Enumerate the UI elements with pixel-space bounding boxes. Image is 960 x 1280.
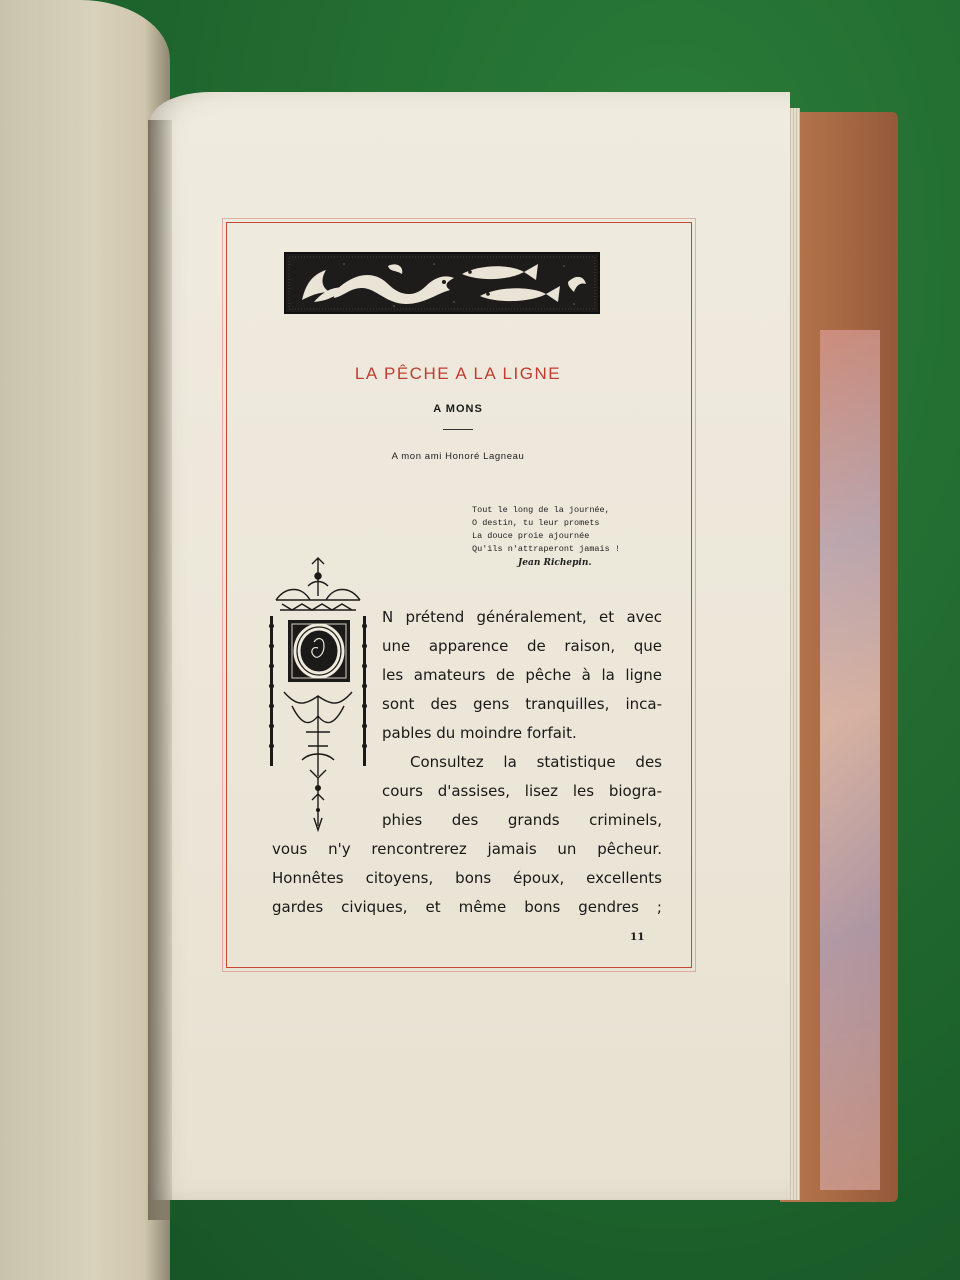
left-facing-page [0,0,170,1280]
epigraph-line: Qu'ils n'attraperont jamais ! [472,544,620,554]
body-line: gardes civiques, et même bons gendres ; [272,898,662,916]
body-line: les amateurs de pêche à la ligne [382,666,662,684]
chapter-title: LA PÊCHE A LA LIGNE [354,364,562,383]
epigraph-line: Tout le long de la journée, [472,505,610,515]
body-line: N prétend généralement, et avec [382,608,662,626]
page-number: 11 [630,931,645,943]
epigraph-author: Jean Richepin. [518,558,592,568]
body-line: cours d'assises, lisez les biogra- [382,782,662,800]
body-line: pables du moindre forfait. [382,724,577,742]
body-line: une apparence de raison, que [382,637,662,655]
sea-serpent-banner-ornament [284,252,600,314]
book-gutter [148,120,172,1220]
epigraph-line: La douce proie ajournée [472,531,590,541]
body-line: sont des gens tranquilles, inca- [382,695,662,713]
body-line: phies des grands criminels, [382,811,662,829]
epigraph-line: O destin, tu leur promets [472,518,600,528]
title-rule [443,429,473,430]
body-line: vous n'y rencontrerez jamais un pêcheur. [272,840,662,858]
marbled-endpaper [820,330,880,1190]
dedication: A mon ami Honoré Lagneau [391,451,525,462]
body-line: Consultez la statistique des [410,753,662,771]
chapter-location: A MONS [433,403,483,415]
epigraph [472,504,672,570]
ornamental-drop-cap [262,556,374,834]
body-line: Honnêtes citoyens, bons époux, excellents [272,869,662,887]
